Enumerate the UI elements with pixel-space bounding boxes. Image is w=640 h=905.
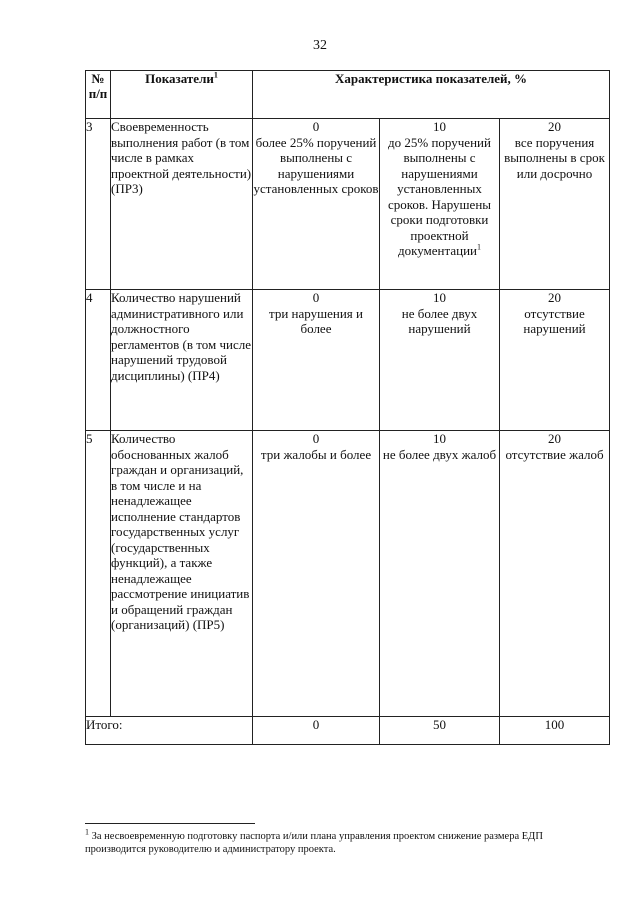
score-0: 0 [312, 290, 320, 305]
footnote [85, 827, 585, 856]
criterion-10: не более двух нарушений [401, 305, 478, 336]
criterion-20: все поручения выполнены в срок или досрочно [504, 134, 605, 181]
table-row [86, 431, 610, 717]
criterion-10: до 25% поручений выполнены с нарушениями установленных сроков. Нарушены сроки подготовки проектной документации [387, 134, 492, 258]
table-row [86, 119, 610, 290]
row-value-0 [253, 119, 380, 290]
header-num: № п/п [86, 71, 111, 119]
row-value-0 [253, 431, 380, 717]
total-value-0: 0 [253, 717, 380, 745]
row-num: 5 [86, 431, 111, 717]
row-indicator-name: Количество обоснованных жалоб граждан и организаций, в том числе и на ненадлежащее исполнение стандартов государственных услуг (государственных функций), а также ненадлежащее рассмотрение инициатив и обращений граждан (организаций) (ПР5) [111, 431, 253, 717]
score-10: 10 [433, 431, 446, 446]
row-indicator-name: Своевременность выполнения работ (в том числе в рамках проектной деятельности) (ПР3) [111, 119, 253, 290]
score-20: 20 [548, 431, 562, 446]
total-value-20: 100 [500, 717, 610, 745]
row-num: 3 [86, 119, 111, 290]
score-20: 20 [548, 119, 562, 134]
footnote-ref: 1 [477, 242, 481, 252]
row-value-10 [380, 290, 500, 431]
header-indicators: Показатели$^1$ [111, 71, 253, 119]
row-value-20 [500, 119, 610, 290]
row-value-10 [380, 431, 500, 717]
total-row [86, 717, 610, 745]
indicators-table [85, 70, 610, 745]
footnote-text: За несвоевременную подготовку паспорта и/или плана управления проектом снижение размера ЕДП производится руководителю и администратору проекта. [85, 831, 543, 855]
criterion-20: отсутствие нарушений [523, 305, 586, 336]
row-value-10 [380, 119, 500, 290]
row-value-20 [500, 290, 610, 431]
criterion-20: отсутствие жалоб [505, 446, 604, 462]
header-characteristics: Характеристика показателей, % [253, 71, 610, 119]
page-number: 32 [313, 38, 327, 53]
score-10: 10 [433, 290, 446, 305]
criterion-0: более 25% поручений выполнены с нарушениями установленных сроков [253, 134, 379, 196]
score-0: 0 [312, 431, 320, 446]
table-row [86, 290, 610, 431]
score-10: 10 [433, 119, 446, 134]
total-label: Итого: [86, 717, 253, 745]
criterion-0: три жалобы и более [260, 446, 372, 462]
total-value-10: 50 [380, 717, 500, 745]
row-indicator-name: Количество нарушений административного или должностного регламентов (в том числе нарушений трудовой дисциплины) (ПР4) [111, 290, 253, 431]
row-value-0 [253, 290, 380, 431]
footnote-divider [85, 823, 255, 824]
score-20: 20 [548, 290, 562, 305]
table-header-row [86, 71, 610, 119]
footnote-marker: 1 [85, 827, 89, 837]
row-num: 4 [86, 290, 111, 431]
score-0: 0 [312, 119, 320, 134]
criterion-10: не более двух жалоб [382, 446, 497, 462]
row-value-20 [500, 431, 610, 717]
criterion-0: три нарушения и более [269, 305, 363, 336]
